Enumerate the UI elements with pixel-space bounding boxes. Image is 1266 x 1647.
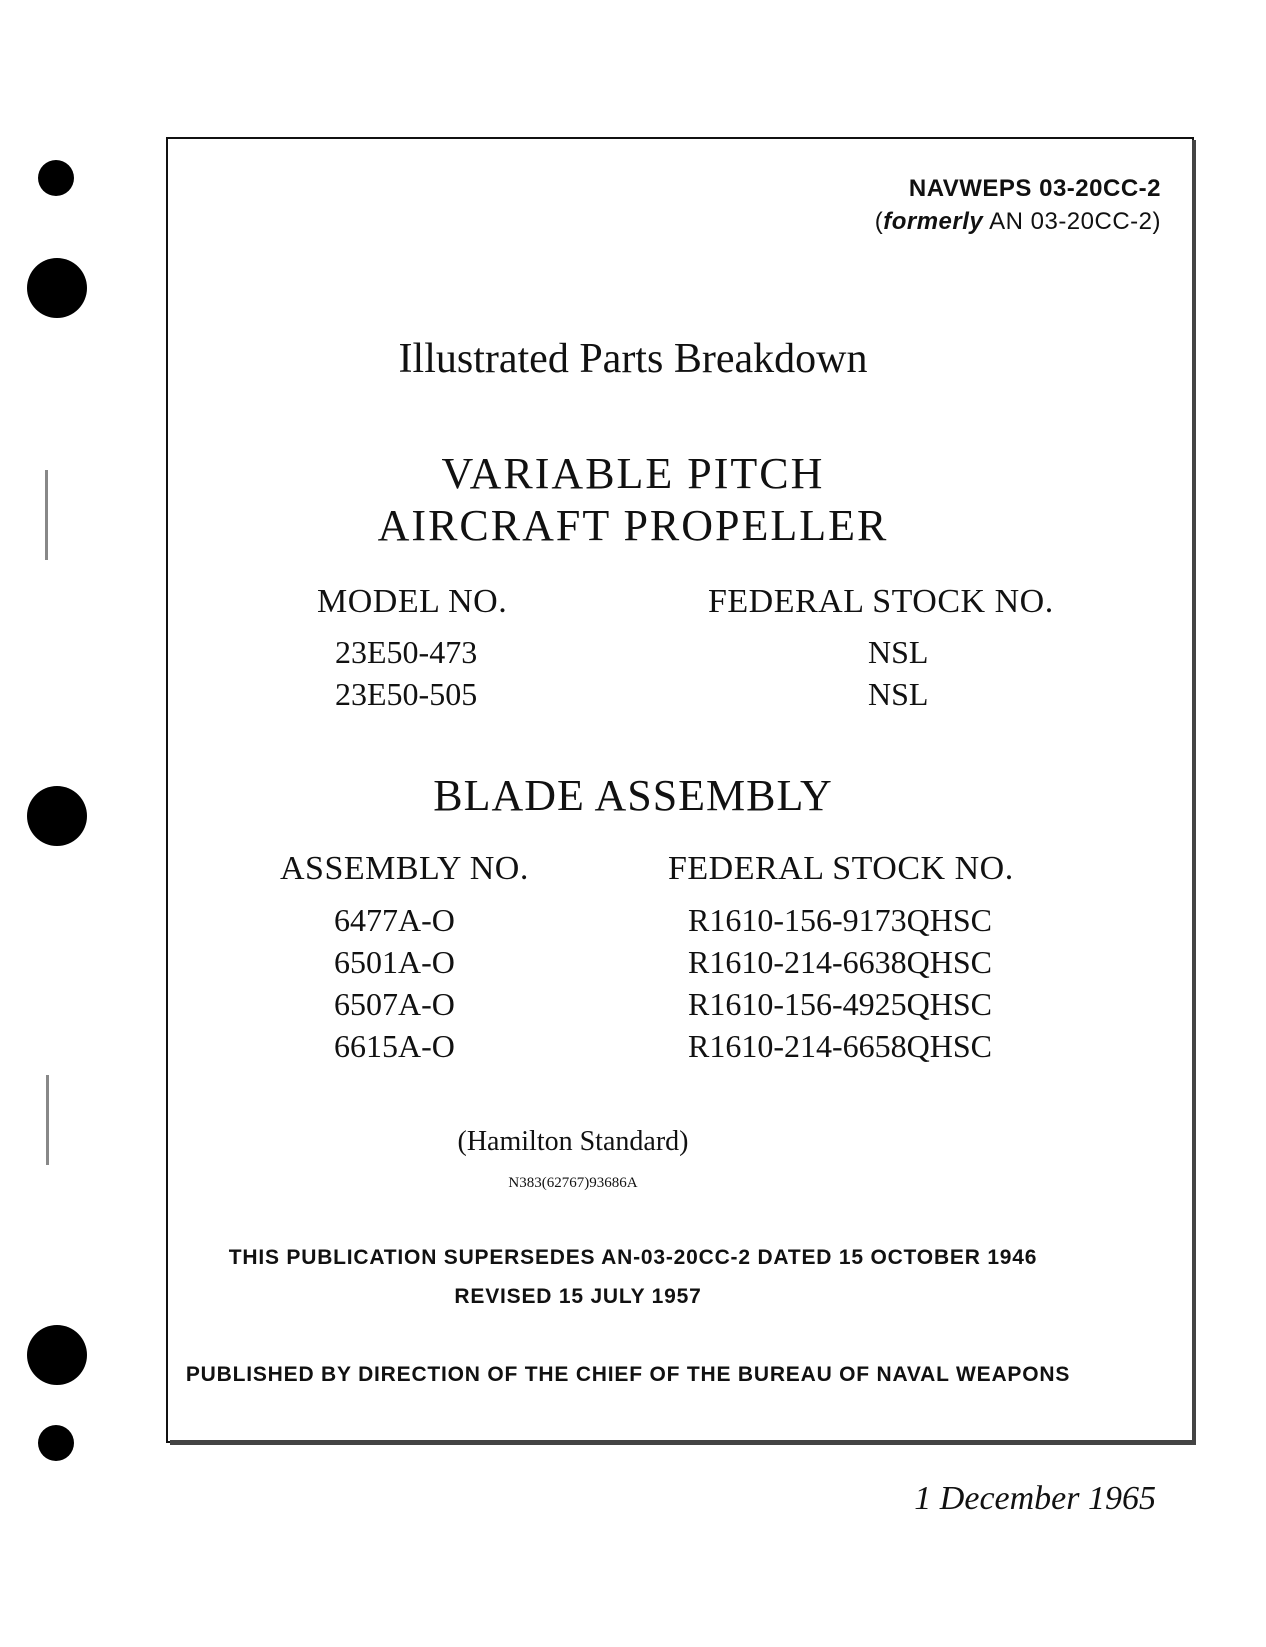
assembly-stock-number: R1610-156-9173QHSC <box>688 902 993 938</box>
model-stock-column-header: FEDERAL STOCK NO. <box>708 583 1054 620</box>
formerly-number: AN 03-20CC-2) <box>989 208 1161 235</box>
document-number: NAVWEPS 03-20CC-2 <box>908 175 1161 202</box>
title-line-1: VARIABLE PITCH <box>441 449 825 498</box>
assembly-number: 6501A-O <box>334 944 455 980</box>
model-stock-number: NSL <box>868 676 929 712</box>
assembly-number: 6615A-O <box>334 1028 455 1064</box>
model-number: 23E50-505 <box>335 676 478 712</box>
page-heading: Illustrated Parts Breakdown <box>398 336 868 382</box>
supersedes-notice: THIS PUBLICATION SUPERSEDES AN-03-20CC-2 DATED 15 OCTOBER 1946 <box>228 1246 1038 1269</box>
frame-shadow-bottom <box>170 1440 1196 1445</box>
formerly-word: formerly <box>883 208 984 235</box>
assembly-stock-column-header: FEDERAL STOCK NO. <box>668 850 1014 887</box>
published-by-notice: PUBLISHED BY DIRECTION OF THE CHIEF OF THE BUREAU OF NAVAL WEAPONS <box>185 1363 1071 1386</box>
blade-assembly-heading: BLADE ASSEMBLY <box>433 771 833 820</box>
title-line-2: AIRCRAFT PROPELLER <box>377 501 889 550</box>
revised-notice: REVISED 15 JULY 1957 <box>454 1285 702 1308</box>
assembly-number: 6507A-O <box>334 986 455 1022</box>
former-document-number <box>875 208 1161 236</box>
manufacturer-name: (Hamilton Standard) <box>457 1126 689 1157</box>
model-stock-number: NSL <box>868 634 929 670</box>
model-column-header: MODEL NO. <box>317 583 508 620</box>
assembly-stock-number: R1610-214-6638QHSC <box>688 944 993 980</box>
assembly-number: 6477A-O <box>334 902 455 938</box>
binder-hole <box>38 1425 74 1461</box>
manufacturer-code: N383(62767)93686A <box>508 1175 638 1191</box>
formerly-open: ( <box>874 208 884 235</box>
assembly-stock-number: R1610-156-4925QHSC <box>688 986 993 1022</box>
assembly-column-header: ASSEMBLY NO. <box>280 850 529 887</box>
binder-hole <box>38 160 74 196</box>
publication-date: 1 December 1965 <box>914 1480 1156 1517</box>
model-number: 23E50-473 <box>335 634 478 670</box>
assembly-stock-number: R1610-214-6658QHSC <box>688 1028 993 1064</box>
binder-hole <box>27 258 87 318</box>
